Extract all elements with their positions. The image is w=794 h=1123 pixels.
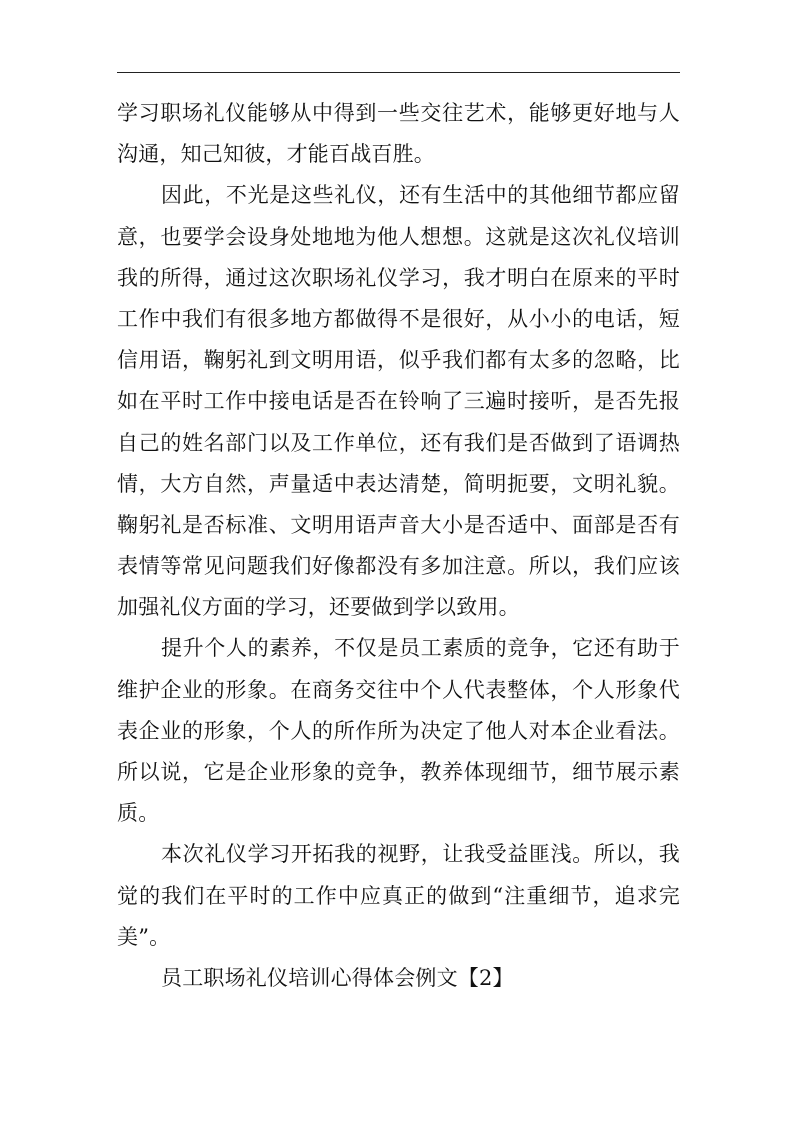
section-heading: 员工职场礼仪培训心得体会例文【2】 (161, 965, 514, 990)
text-line: 意，也要学会设身处地地为他人想想。这就是这次礼仪培训 (117, 224, 680, 249)
text-line: 如在平时工作中接电话是否在铃响了三遍时接听，是否先报 (117, 389, 680, 414)
text-line: 质。 (117, 801, 160, 826)
text-line: 工作中我们有很多地方都做得不是很好，从小小的电话，短 (117, 306, 680, 331)
text-line: 沟通，知己知彼，才能百战百胜。 (117, 142, 435, 167)
text-line: 鞠躬礼是否标准、文明用语声音大小是否适中、面部是否有 (117, 512, 680, 537)
text-line: 信用语，鞠躬礼到文明用语，似乎我们都有太多的忽略，比 (117, 348, 680, 373)
paragraph-start-line: 因此，不光是这些礼仪，还有生活中的其他细节都应留 (161, 183, 680, 208)
text-line: 自己的姓名部门以及工作单位，还有我们是否做到了语调热 (117, 430, 680, 455)
text-line: 觉的我们在平时的工作中应真正的做到“注重细节，追求完 (117, 883, 680, 908)
text-line: 维护企业的形象。在商务交往中个人代表整体，个人形象代 (117, 677, 680, 702)
text-line: 所以说，它是企业形象的竞争，教养体现细节，细节展示素 (117, 760, 680, 784)
text-line: 表企业的形象，个人的所作所为决定了他人对本企业看法。 (117, 718, 680, 743)
text-line: 学习职场礼仪能够从中得到一些交往艺术，能够更好地与人 (117, 101, 680, 125)
text-line: 美”。 (117, 924, 171, 949)
text-line: 我的所得，通过这次职场礼仪学习，我才明白在原来的平时 (117, 265, 680, 290)
text-line: 情，大方自然，声量适中表达清楚，简明扼要，文明礼貌。 (117, 471, 680, 496)
header-rule (117, 72, 680, 73)
text-line: 加强礼仪方面的学习，还要做到学以致用。 (117, 595, 520, 620)
document-body (117, 93, 680, 999)
text-line: 表情等常见问题我们好像都没有多加注意。所以，我们应该 (117, 554, 680, 579)
paragraph-start-line: 本次礼仪学习开拓我的视野，让我受益匪浅。所以，我 (161, 842, 680, 867)
paragraph-start-line: 提升个人的素养，不仅是员工素质的竞争，它还有助于 (161, 636, 680, 661)
